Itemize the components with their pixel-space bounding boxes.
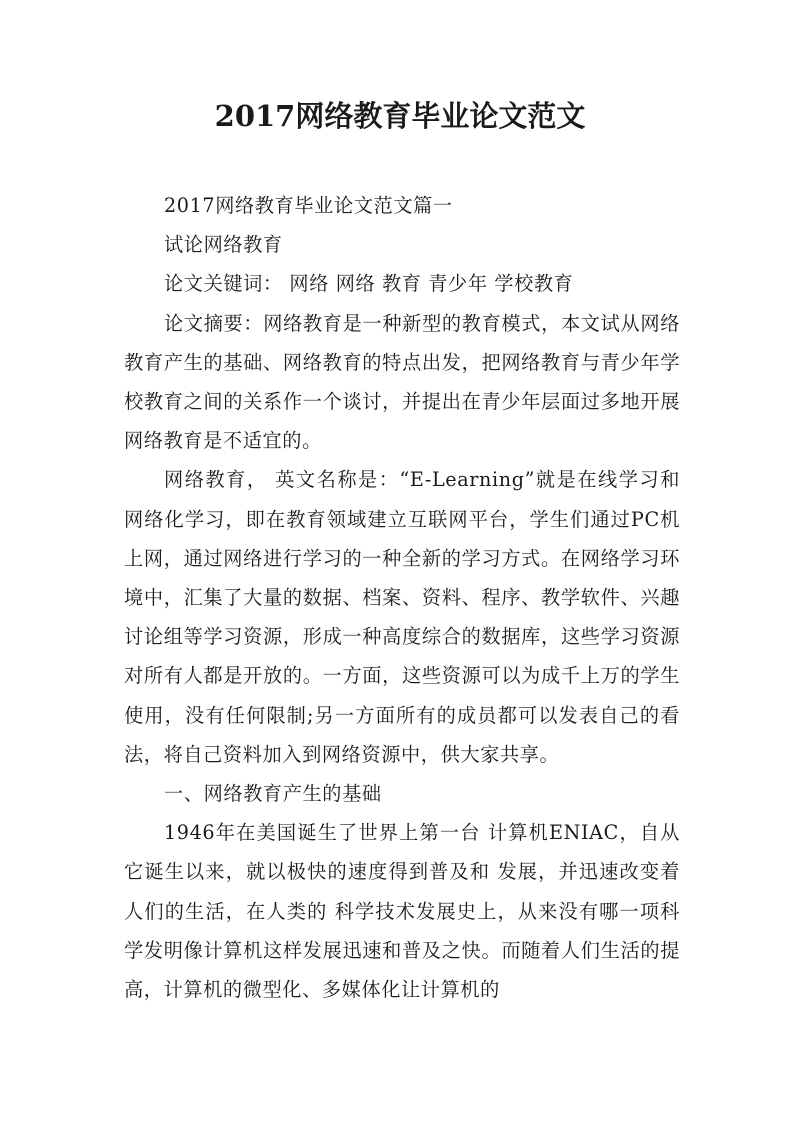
document-title: 2017网络教育毕业论文范文 [214,99,586,133]
paragraph-keywords: 论文关键词： 网络 网络 教育 青少年 学校教育 [164,272,574,296]
paragraph-section-title: 试论网络教育 [164,233,283,257]
paragraph-heading-1: 一、网络教育产生的基础 [164,782,382,806]
paragraph-subtitle: 2017网络教育毕业论文范文篇一 [164,194,453,217]
paragraph-definition: 网络教育， 英文名称是：“E-Learning”就是在线学习和网络化学习，即在教育领域建立互联网平台，学生们通过PC机上网，通过网络进行学习的一种全新的学习方式。在网络学习环境中，汇集了大量的数据、档案、资料、程序、教学软件、兴趣讨论组等学习资源，形成一种高度综合的数据库，这些学习资源对所有人都是开放的。一方面，这些资源可以为成千上万的学生使用，没有任何限制;另一方面所有的成员都可以发表自己的看法，将自己资料加入到网络资源中，供大家共享。 [124,468,680,766]
paragraph-abstract: 论文摘要：网络教育是一种新型的教育模式，本文试从网络教育产生的基础、网络教育的特点出发，把网络教育与青少年学校教育之间的关系作一个谈讨，并提出在青少年层面过多地开展网络教育是不适宜的。 [124,311,680,453]
document-body [124,186,680,1009]
paragraph-history: 1946年在美国诞生了世界上第一台 计算机ENIAC，自从它诞生以来，就以极快的速度得到普及和 发展，并迅速改变着人们的生活，在人类的 科学技术发展史上，从来没有哪一项科学发明像计算机这样发展迅速和普及之快。而随着人们生活的提高，计算机的微型化、多媒体化让计算机的 [124,821,680,1002]
